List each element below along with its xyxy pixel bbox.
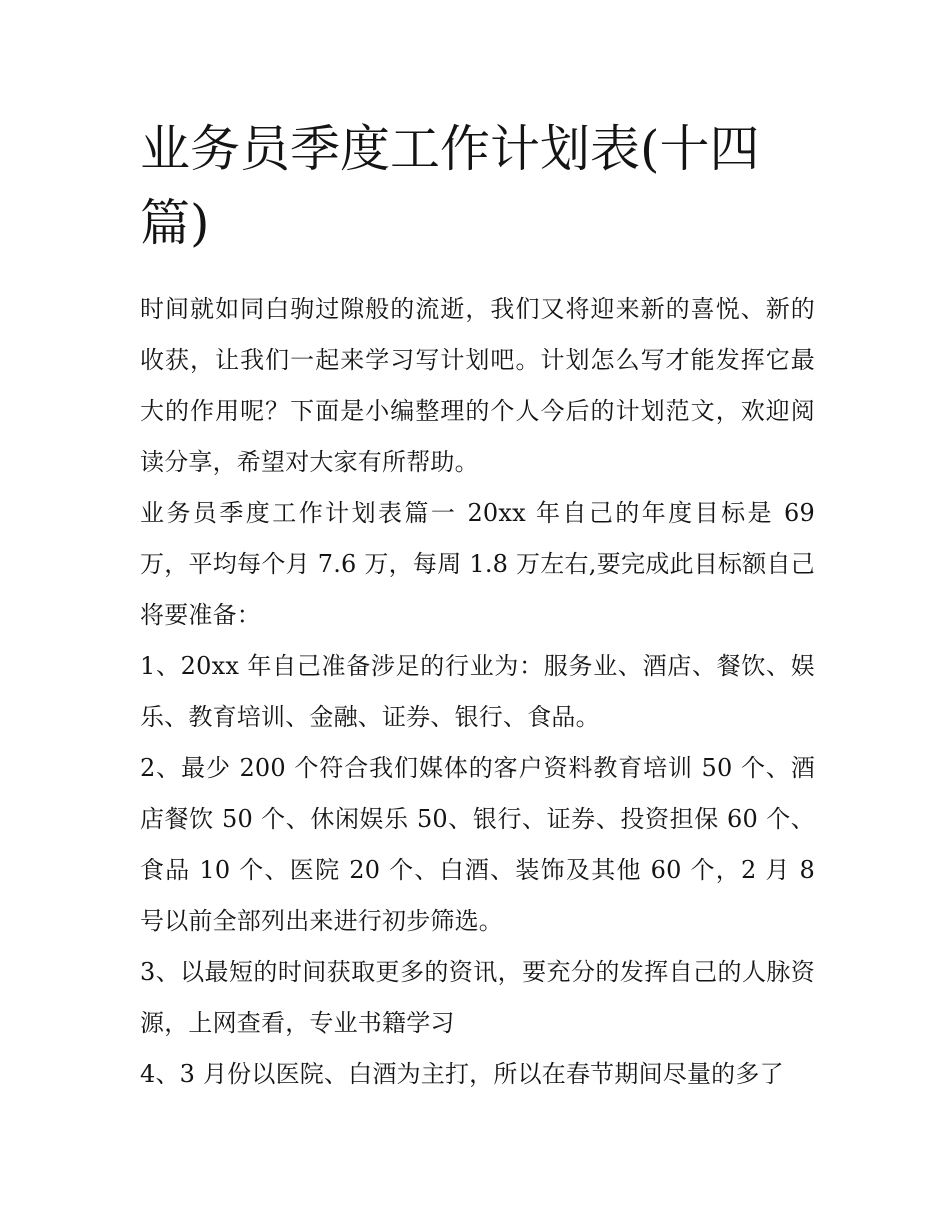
section-one-paragraph: 业务员季度工作计划表篇一 20xx 年自己的年度目标是 69 万，平均每个月 7.6 万，每周 1.8 万左右,要完成此目标额自己将要准备： [140,499,815,629]
paragraph-list [140,284,815,1100]
document-body [140,112,815,1100]
document-title: 业务员季度工作计划表(十四篇) [140,120,760,252]
list-item-2: 2、最少 200 个符合我们媒体的客户资料教育培训 50 个、酒店餐饮 50 个、休闲娱乐 50、银行、证券、投资担保 60 个、食品 10 个、医院 20 个、白酒、装饰及其他 60 个，2 月 8 号以前全部列出来进行初步筛选。 [140,754,815,935]
intro-paragraph: 时间就如同白驹过隙般的流逝，我们又将迎来新的喜悦、新的收获，让我们一起来学习写计划吧。计划怎么写才能发挥它最大的作用呢？下面是小编整理的个人今后的计划范文，欢迎阅读分享，希望对大家有所帮助。 [140,295,815,476]
list-item-1: 1、20xx 年自己准备涉足的行业为：服务业、酒店、餐饮、娱乐、教育培训、金融、证券、银行、食品。 [140,652,815,731]
list-item-3: 3、以最短的时间获取更多的资讯，要充分的发挥自己的人脉资源，上网查看，专业书籍学习 [140,958,815,1037]
list-item-4: 4、3 月份以医院、白酒为主打，所以在春节期间尽量的多了 [140,1060,784,1088]
